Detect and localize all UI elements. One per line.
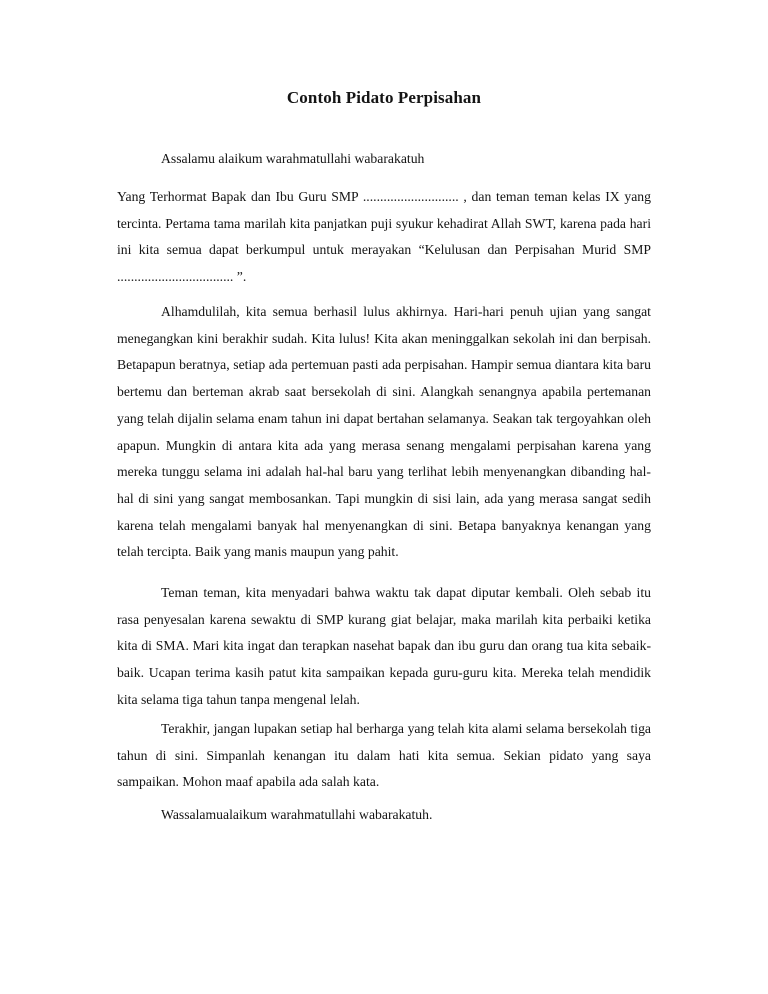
paragraph-reflection: Teman teman, kita menyadari bahwa waktu tak dapat diputar kembali. Oleh sebab itu rasa penyesalan karena sewaktu di SMP kurang giat belajar, maka marilah kita perbaiki ketika kita di SMA. Mari kita ingat dan terapkan nasehat bapak dan ibu guru dan orang tua kita sebaik-baik. Ucapan terima kasih patut kita sampaikan kepada guru-guru kita. Mereka telah mendidik kita selama tiga tahun tanpa mengenal lelah. — [117, 585, 651, 707]
closing-line: Wassalamualaikum warahmatullahi wabarakatuh. — [161, 807, 433, 822]
greeting-line: Assalamu alaikum warahmatullahi wabarakatuh — [161, 151, 425, 166]
paragraph-opening: Yang Terhormat Bapak dan Ibu Guru SMP ............................ , dan teman teman kelas IX yang tercinta. Pertama tama marilah kita panjatkan puji syukur kehadirat Allah SWT, karena pada hari ini kita semua dapat berkumpul untuk merayakan “Kelulusan dan Perpisahan Murid SMP .................................. ”. — [117, 189, 651, 285]
paragraph-final: Terakhir, jangan lupakan setiap hal berharga yang telah kita alami selama bersekolah tiga tahun di sini. Simpanlah kenangan itu dalam hati kita semua. Sekian pidato yang saya sampaikan. Mohon maaf apabila ada salah kata. — [117, 721, 651, 790]
paragraph-graduation: Alhamdulilah, kita semua berhasil lulus akhirnya. Hari-hari penuh ujian yang sangat menegangkan kini berakhir sudah. Kita lulus! Kita akan meninggalkan sekolah ini dan berpisah. Betapapun beratnya, setiap ada pertemuan pasti ada perpisahan. Hampir semua diantara kita baru bertemu dan berteman akrab saat bersekolah di sini. Alangkah senangnya apabila pertemanan yang telah dijalin selama enam tahun ini dapat bertahan selamanya. Seakan tak tergoyahkan oleh apapun. Mungkin di antara kita ada yang merasa senang mengalami perpisahan karena yang mereka tunggu selama ini adalah hal-hal baru yang terlihat lebih menyenangkan dibanding hal-hal di sini yang sangat membosankan. Tapi mungkin di sisi lain, ada yang merasa sangat sedih karena telah mengalami banyak hal menyenangkan di sini. Betapa banyaknya kenangan yang telah tercipta. Baik yang manis maupun yang pahit. — [117, 304, 651, 560]
document-title: Contoh Pidato Perpisahan — [286, 88, 482, 107]
